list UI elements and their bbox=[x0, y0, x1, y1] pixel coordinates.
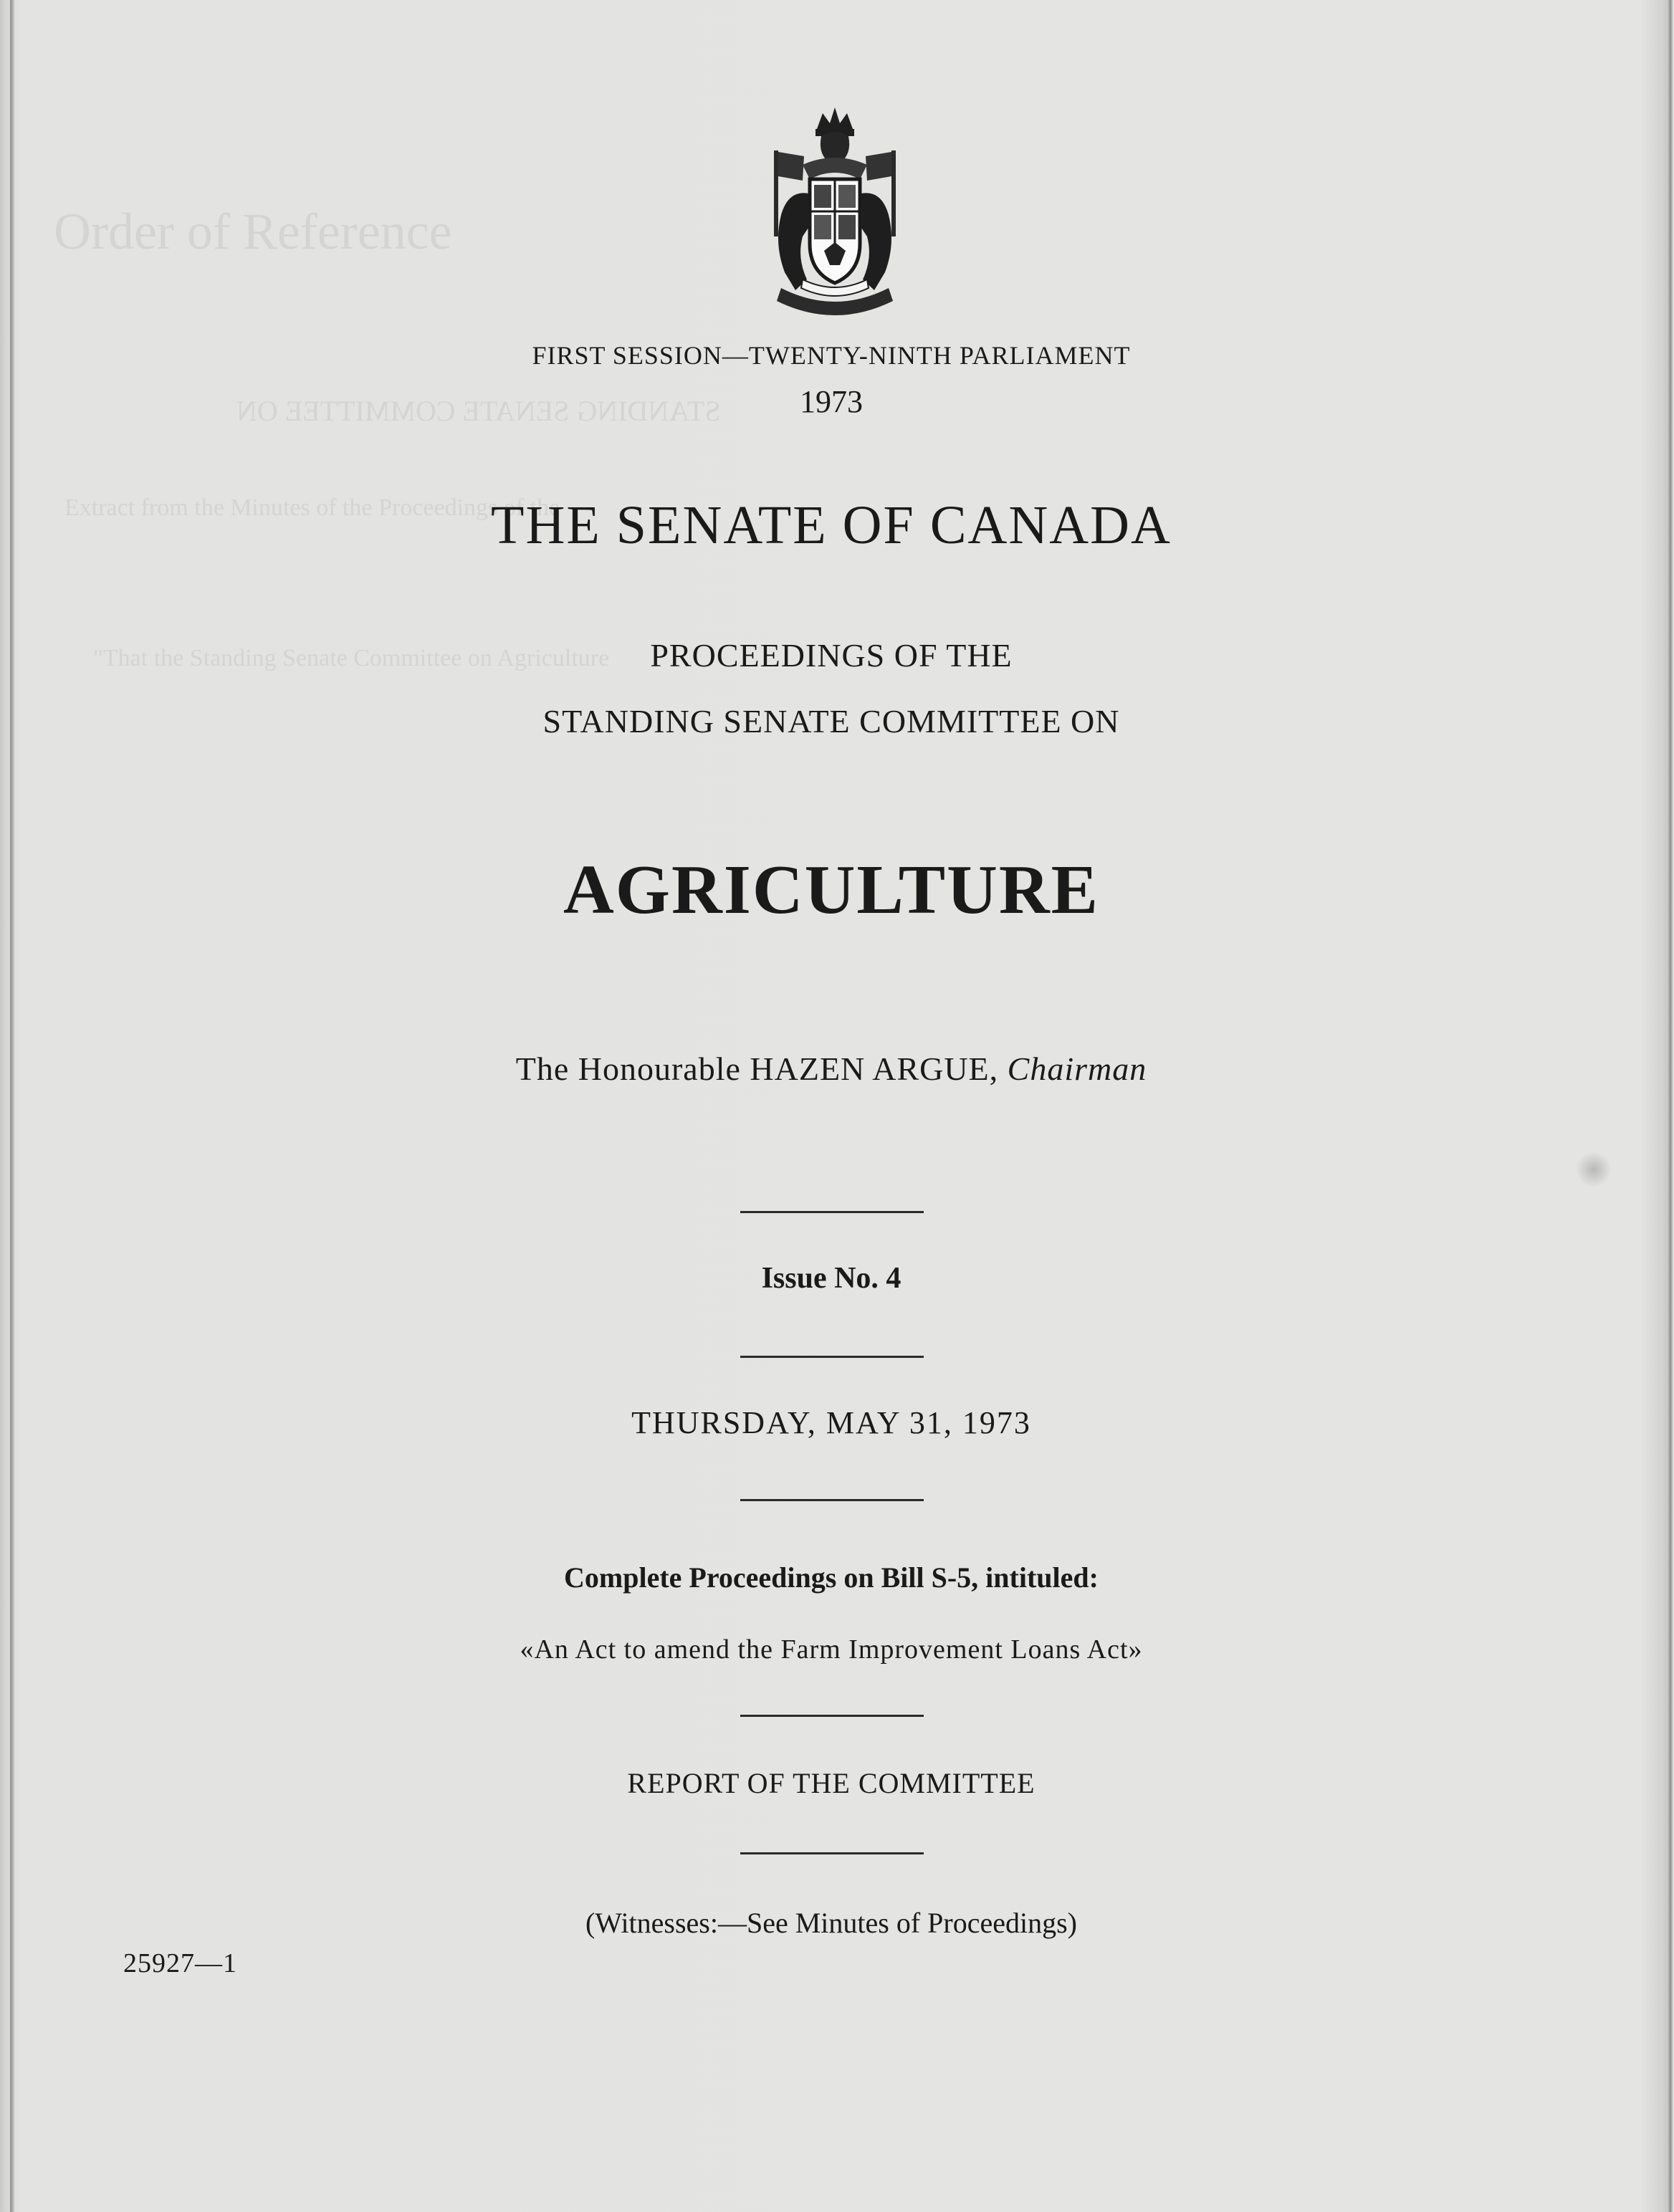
chairman-line bbox=[401, 1050, 1261, 1088]
show-through-text: "That the Standing Senate Committee on Agriculture bbox=[93, 645, 610, 671]
report-heading: REPORT OF THE COMMITTEE bbox=[627, 1767, 1036, 1799]
page-smudge bbox=[1577, 1151, 1611, 1188]
witnesses-note: (Witnesses:—See Minutes of Proceedings) bbox=[585, 1907, 1078, 1939]
coat-of-arms-icon bbox=[752, 100, 917, 330]
document-number: 25927—1 bbox=[123, 1948, 237, 1978]
session-line: FIRST SESSION—TWENTY-NINTH PARLIAMENT bbox=[532, 341, 1131, 370]
divider-rule bbox=[740, 1715, 924, 1717]
binding-edge bbox=[10, 0, 14, 2212]
issue-number: Issue No. 4 bbox=[761, 1262, 901, 1295]
meeting-date: THURSDAY, MAY 31, 1973 bbox=[631, 1405, 1031, 1440]
show-through-heading: Order of Reference bbox=[54, 203, 452, 260]
divider-rule bbox=[740, 1356, 924, 1358]
show-through-text: Extract from the Minutes of the Proceedings of the bbox=[64, 494, 560, 521]
bill-heading: Complete Proceedings on Bill S-5, intituled: bbox=[564, 1561, 1099, 1594]
act-title: «An Act to amend the Farm Improvement Loans Act» bbox=[520, 1634, 1143, 1665]
divider-rule bbox=[740, 1499, 924, 1501]
year: 1973 bbox=[800, 384, 863, 419]
divider-rule bbox=[740, 1852, 924, 1854]
divider-rule bbox=[740, 1211, 924, 1213]
committee-name: AGRICULTURE bbox=[563, 851, 1100, 929]
institution-title: THE SENATE OF CANADA bbox=[491, 495, 1172, 555]
show-through-text: STANDING SENATE COMMITTEE ON bbox=[236, 395, 721, 427]
page-edge bbox=[1667, 0, 1674, 2212]
chairman-name: The Honourable HAZEN ARGUE, bbox=[515, 1050, 999, 1087]
chairman-title: Chairman bbox=[1007, 1050, 1147, 1087]
proceedings-line-2: STANDING SENATE COMMITTEE ON bbox=[542, 703, 1120, 739]
proceedings-line-1: PROCEEDINGS OF THE bbox=[650, 637, 1013, 674]
